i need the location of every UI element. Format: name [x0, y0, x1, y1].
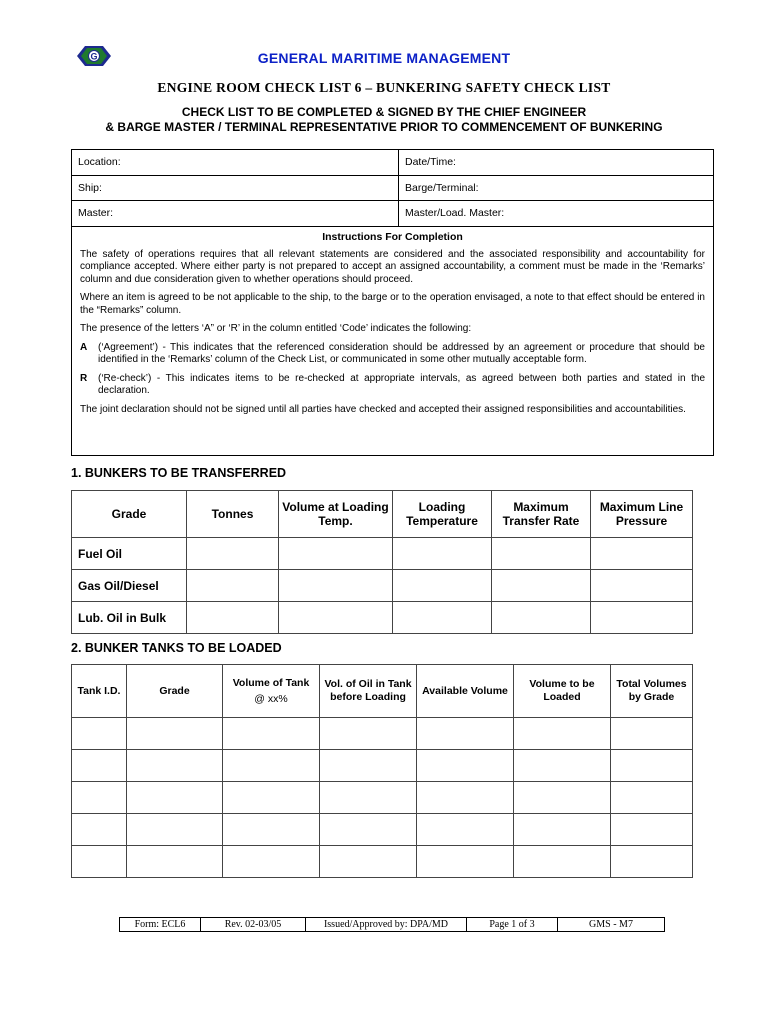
- table-cell[interactable]: [127, 718, 223, 750]
- column-header: Total Volumes by Grade: [611, 665, 693, 718]
- table-cell[interactable]: [320, 718, 417, 750]
- table-cell[interactable]: [417, 718, 514, 750]
- table-cell[interactable]: [514, 782, 611, 814]
- table-cell[interactable]: [187, 602, 279, 634]
- instructions-box: [71, 225, 714, 456]
- column-header-text: Volume of Tank: [232, 676, 310, 689]
- row-label: Gas Oil/Diesel: [72, 570, 187, 602]
- table-row: [72, 814, 693, 846]
- document-title: ENGINE ROOM CHECK LIST 6 – BUNKERING SAFETY CHECK LIST: [157, 80, 611, 95]
- load-master-field[interactable]: Master/Load. Master:: [399, 201, 714, 227]
- table-row: [72, 782, 693, 814]
- column-header: Maximum Line Pressure: [591, 491, 693, 538]
- column-header: Volume to be Loaded: [514, 665, 611, 718]
- column-header: Vol. of Oil in Tank before Loading: [320, 665, 417, 718]
- table-cell[interactable]: [127, 782, 223, 814]
- instructions-paragraph: Where an item is agreed to be not applicable to the ship, to the barge or to the operation envisaged, a note to that effect should be entered in the “Remarks” column.: [80, 292, 705, 316]
- table-cell[interactable]: [320, 782, 417, 814]
- table-cell[interactable]: [279, 602, 393, 634]
- column-header: Loading Temperature: [393, 491, 492, 538]
- logo-letter: G: [90, 51, 98, 62]
- table-cell[interactable]: [514, 750, 611, 782]
- table-row: [72, 570, 693, 602]
- table-row: [72, 718, 693, 750]
- table-cell[interactable]: [223, 750, 320, 782]
- row-label: Fuel Oil: [72, 538, 187, 570]
- table-cell[interactable]: [72, 782, 127, 814]
- instructions-paragraph: The presence of the letters ‘A” or ‘R’ in the column entitled ‘Code’ indicates the following:: [80, 323, 472, 334]
- document-code: GMS - M7: [558, 918, 665, 932]
- table-cell[interactable]: [127, 750, 223, 782]
- code-letter: R: [80, 372, 88, 384]
- table-cell[interactable]: [72, 718, 127, 750]
- section-1-title: 1. BUNKERS TO BE TRANSFERRED: [71, 466, 287, 480]
- table-cell[interactable]: [514, 814, 611, 846]
- table-cell[interactable]: [320, 750, 417, 782]
- table-cell[interactable]: [611, 814, 693, 846]
- document-footer: [119, 917, 665, 932]
- table-cell[interactable]: [187, 538, 279, 570]
- table-cell[interactable]: [393, 570, 492, 602]
- table-cell[interactable]: [393, 602, 492, 634]
- table-cell[interactable]: [320, 846, 417, 878]
- bunker-tanks-table: [71, 664, 693, 878]
- table-cell[interactable]: [223, 782, 320, 814]
- table-cell[interactable]: [279, 570, 393, 602]
- bunkers-transferred-table: [71, 490, 693, 634]
- table-cell[interactable]: [591, 570, 693, 602]
- table-cell[interactable]: [492, 538, 591, 570]
- table-cell[interactable]: [492, 570, 591, 602]
- table-cell[interactable]: [223, 846, 320, 878]
- column-header: Grade: [72, 491, 187, 538]
- table-cell[interactable]: [320, 814, 417, 846]
- page-number: Page 1 of 3: [467, 918, 558, 932]
- table-cell[interactable]: [514, 846, 611, 878]
- issued-approved-by: Issued/Approved by: DPA/MD: [306, 918, 467, 932]
- table-row: [72, 750, 693, 782]
- table-cell[interactable]: [611, 846, 693, 878]
- ship-field[interactable]: Ship:: [72, 175, 399, 201]
- table-cell[interactable]: [223, 718, 320, 750]
- table-row: [72, 846, 693, 878]
- table-cell[interactable]: [492, 602, 591, 634]
- code-definition-a: [80, 342, 705, 367]
- company-name: GENERAL MARITIME MANAGEMENT: [257, 50, 511, 66]
- section-2-title: 2. BUNKER TANKS TO BE LOADED: [71, 641, 282, 655]
- table-cell[interactable]: [127, 814, 223, 846]
- column-header-note: @ xx%: [254, 692, 288, 705]
- column-header: Tonnes: [187, 491, 279, 538]
- location-field[interactable]: Location:: [72, 150, 399, 176]
- table-row: [72, 538, 693, 570]
- revision: Rev. 02-03/05: [201, 918, 306, 932]
- table-cell[interactable]: [72, 846, 127, 878]
- instructions-heading: Instructions For Completion: [322, 231, 463, 243]
- master-field[interactable]: Master:: [72, 201, 399, 227]
- instructions-paragraph: The joint declaration should not be signed until all parties have checked and accepted their assigned responsibilities and accountabilities.: [80, 403, 686, 415]
- code-definition-r: [80, 373, 705, 398]
- code-letter: A: [80, 341, 88, 353]
- table-cell[interactable]: [611, 782, 693, 814]
- table-cell[interactable]: [72, 814, 127, 846]
- column-header: Grade: [127, 665, 223, 718]
- instructions-paragraph: The safety of operations requires that all relevant statements are considered and the associated responsibility and accountability for compliance accepted. Where either party is not prepared to accept an assigned accountability, a comment must be made in the ‘Remarks’ column and due consideration given to whether operations should proceed.: [80, 248, 705, 285]
- table-cell[interactable]: [417, 846, 514, 878]
- table-cell[interactable]: [279, 538, 393, 570]
- table-cell[interactable]: [187, 570, 279, 602]
- info-table: [71, 149, 714, 227]
- form-number: Form: ECL6: [120, 918, 201, 932]
- column-header: Tank I.D.: [72, 665, 127, 718]
- row-label: Lub. Oil in Bulk: [72, 602, 187, 634]
- column-header: Available Volume: [417, 665, 514, 718]
- barge-terminal-field[interactable]: Barge/Terminal:: [399, 175, 714, 201]
- table-cell[interactable]: [223, 814, 320, 846]
- table-cell[interactable]: [127, 846, 223, 878]
- table-cell[interactable]: [514, 718, 611, 750]
- column-header: Volume at Loading Temp.: [279, 491, 393, 538]
- table-cell[interactable]: [417, 782, 514, 814]
- table-cell[interactable]: [611, 718, 693, 750]
- table-cell[interactable]: [72, 750, 127, 782]
- table-cell[interactable]: [417, 750, 514, 782]
- document-subtitle-1: CHECK LIST TO BE COMPLETED & SIGNED BY THE CHIEF ENGINEER: [181, 105, 587, 119]
- table-cell[interactable]: [417, 814, 514, 846]
- code-description: (‘Agreement’) - This indicates that the referenced consideration should be addressed by an agreement or procedure that should be identified in the ‘Remarks’ column of the Check List, or communicated in some other mutually acceptable form.: [98, 341, 705, 365]
- document-subtitle-2: & BARGE MASTER / TERMINAL REPRESENTATIVE PRIOR TO COMMENCEMENT OF BUNKERING: [105, 120, 663, 134]
- table-cell[interactable]: [393, 538, 492, 570]
- table-row: [72, 602, 693, 634]
- code-description: (‘Re-check’) - This indicates items to be re-checked at appropriate intervals, as agreed between both parties and stated in the declaration.: [98, 372, 705, 396]
- column-header: [223, 665, 320, 718]
- column-header: Maximum Transfer Rate: [492, 491, 591, 538]
- table-cell[interactable]: [611, 750, 693, 782]
- table-cell[interactable]: [591, 602, 693, 634]
- table-cell[interactable]: [591, 538, 693, 570]
- datetime-field[interactable]: Date/Time:: [399, 150, 714, 176]
